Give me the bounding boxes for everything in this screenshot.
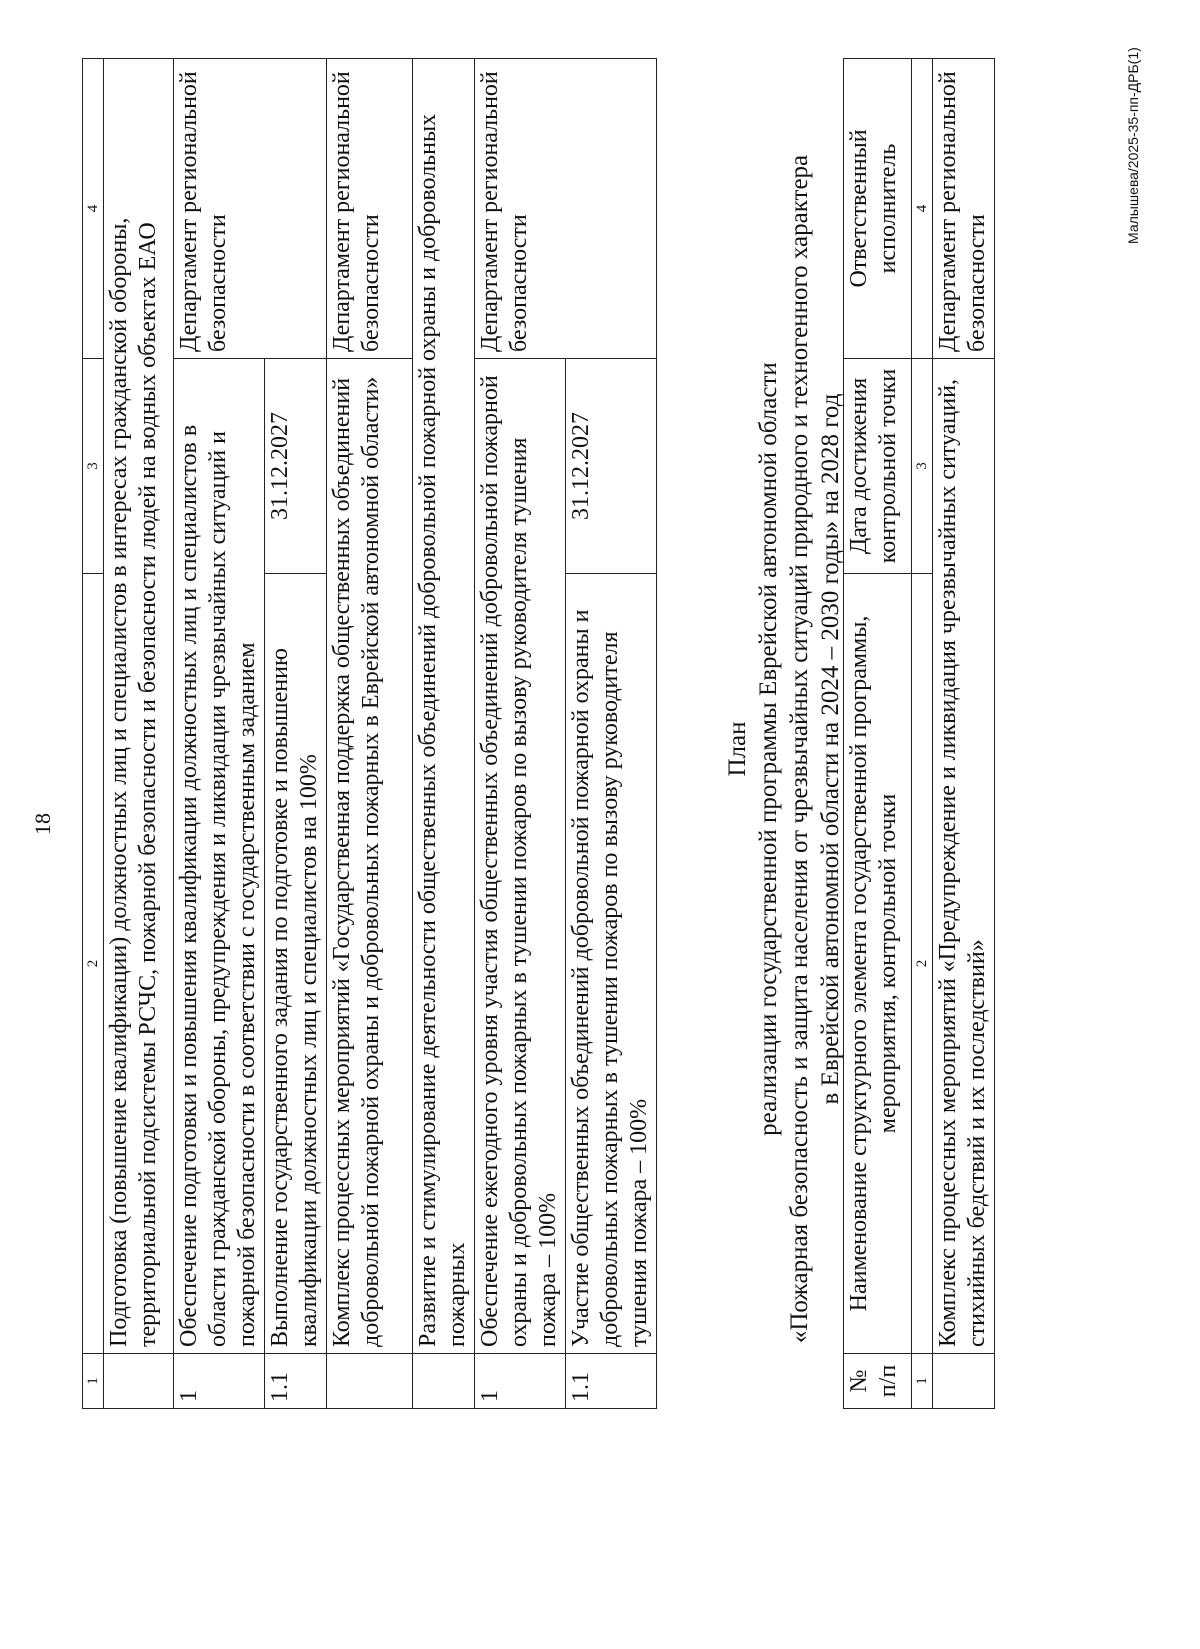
plan-title-line: «Пожарная безопасность и защита населения от чрезвычайных ситуаций природного и техногенного характера: [786, 154, 813, 1344]
executor-cell: Департамент региональной безопасности: [475, 59, 657, 359]
table-header-row: [83, 59, 104, 1409]
checkpoints-table-2027: [82, 58, 657, 1409]
table-row: [475, 59, 566, 1409]
measure-name: Обеспечение подготовки и повышения квалификации должностных лиц и специалистов в области гражданской обороны, предупреждения и ликвидации чрезвычайных ситуаций и пожарной безопасности в соответствии с государственным заданием: [174, 359, 265, 1354]
col-name-header: 2: [83, 574, 104, 1354]
col-name-title: Наименование структурного элемента государственной программы, мероприятия, контрольной точки: [844, 574, 912, 1354]
page-number: 18: [30, 813, 55, 835]
measure-name: Обеспечение ежегодного уровня участия общественных объединений добровольной пожарной охраны и добровольных пожарных в тушении пожаров по вызову руководителя тушения пожара – 100%: [475, 359, 566, 1354]
table-row: [933, 59, 995, 1409]
col-date-header: 3: [912, 359, 933, 574]
checkpoint-name: Участие общественных объединений добровольной пожарной охраны и добровольных пожарных в тушении пожаров по вызову руководителя тушения пожара – 100%: [566, 574, 657, 1354]
row-number: 1.1: [265, 1354, 327, 1409]
executor-cell: Департамент региональной безопасности: [933, 59, 995, 359]
col-name-header: 2: [912, 574, 933, 1354]
plan-table-2028: [843, 58, 995, 1409]
col-executor-header: 4: [83, 59, 104, 359]
document-code: Малышева/2025-35-пп-ДРБ(1): [1125, 47, 1141, 244]
table-row: [413, 59, 475, 1409]
col-date-header: 3: [83, 359, 104, 574]
checkpoint-date: 31.12.2027: [265, 359, 327, 574]
plan-title-line: в Еврейской автономной области на 2024 – 2030 годы» на 2028 год: [817, 393, 844, 1105]
task-title: Подготовка (повышение квалификации) должностных лиц и специалистов в интересах гражданской обороны, территориальной подсистемы РСЧС, пожарной безопасности и безопасности людей на водных объектах ЕАО: [104, 59, 174, 1354]
complex-name: Комплекс процессных мероприятий «Предупреждение и ликвидация чрезвычайных ситуаций, стихийных бедствий и их последствий»: [933, 359, 995, 1354]
plan-title-line: План: [724, 721, 751, 777]
col-num-title: № п/п: [844, 1354, 912, 1409]
col-date-title: Дата достижения контрольной точки: [844, 359, 912, 574]
row-number: 1.1: [566, 1354, 657, 1409]
col-executor-header: 4: [912, 59, 933, 359]
complex-name: Комплекс процессных мероприятий «Государственная поддержка общественных объединений добровольной пожарной охраны и добровольных пожарных в Еврейской автономной области»: [327, 359, 413, 1354]
task-title: Развитие и стимулирование деятельности общественных объединений добровольной пожарной охраны и добровольных пожарных: [413, 59, 475, 1354]
table-row: [104, 59, 174, 1409]
checkpoint-name: Выполнение государственного задания по подготовке и повышению квалификации должностных лиц и специалистов на 100%: [265, 574, 327, 1354]
col-num-header: 1: [83, 1354, 104, 1409]
row-number: 1: [475, 1354, 566, 1409]
table-header-row: [912, 59, 933, 1409]
checkpoint-date: 31.12.2027: [566, 359, 657, 574]
row-number: 1: [174, 1354, 265, 1409]
table-row: [174, 59, 265, 1409]
executor-cell: Департамент региональной безопасности: [327, 59, 413, 359]
executor-cell: Департамент региональной безопасности: [174, 59, 327, 359]
col-num-header: 1: [912, 1354, 933, 1409]
table-columns-row: [844, 59, 912, 1409]
plan-title-line: реализации государственной программы Еврейской автономной области: [755, 362, 782, 1136]
plan-title: [722, 49, 846, 1449]
col-executor-title: Ответственный исполнитель: [844, 59, 912, 359]
table-row: [327, 59, 413, 1409]
